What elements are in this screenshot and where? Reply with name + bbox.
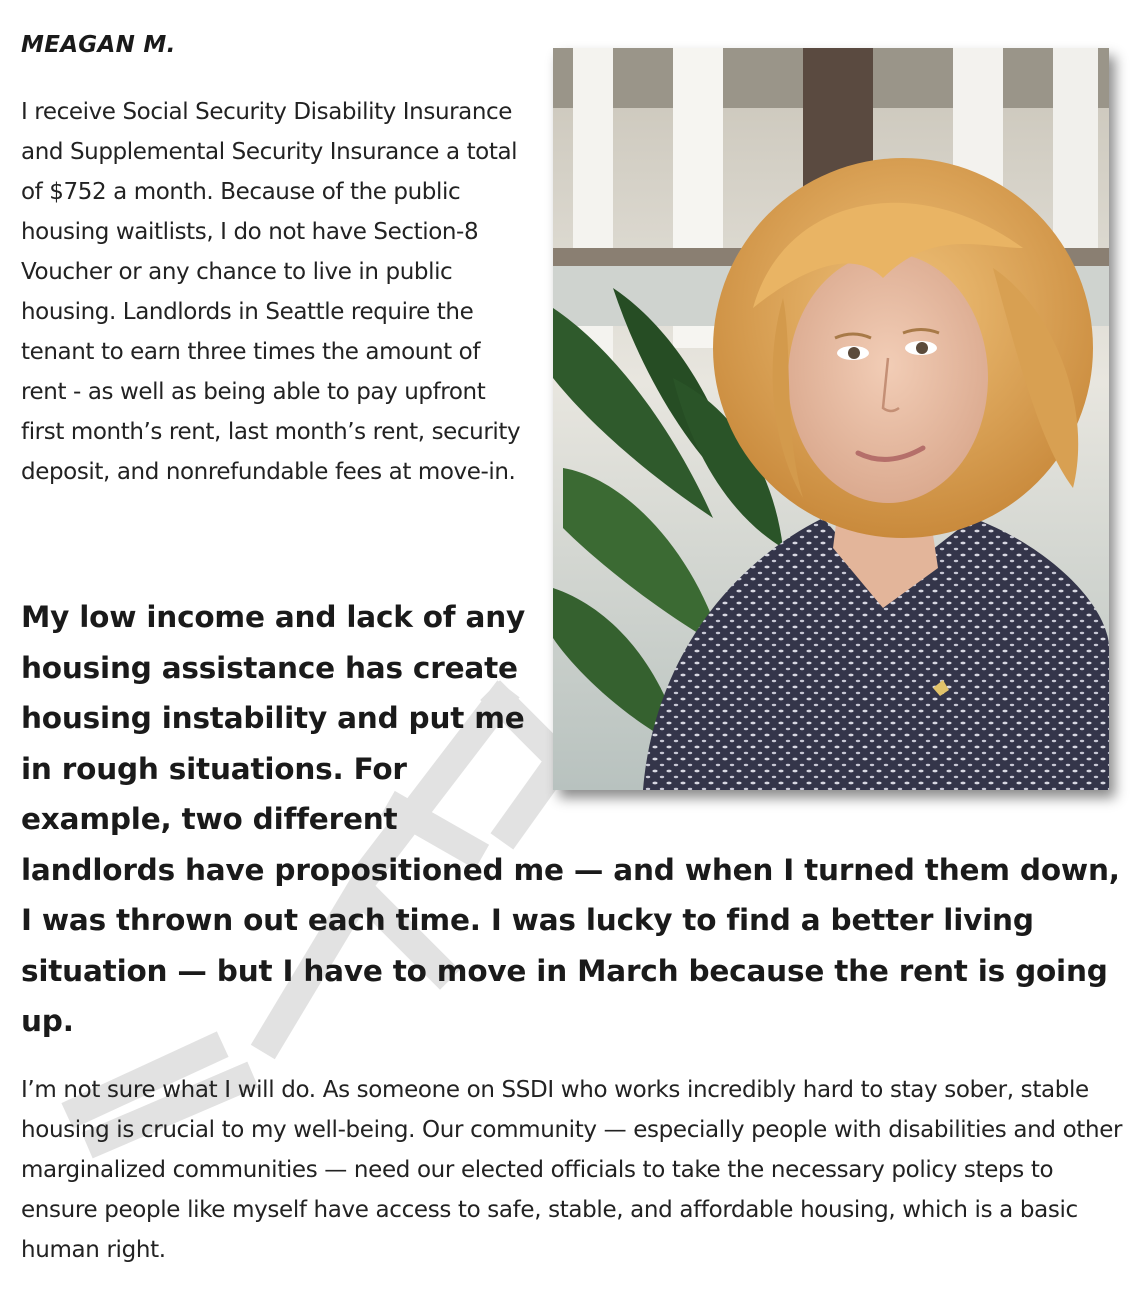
intro-paragraph: I receive Social Security Disability Insurance and Supplemental Security Insurance a total of $752 a month. Because of the public housing waitlists, I do not have Section-8 Voucher or any chance to live in public housing. Landlords in Seattle require the tenant to earn three times the amount of rent - as well as being able to pay upfront first month’s rent, last month’s rent, security deposit, and nonrefundable fees at move-in. <box>21 99 521 485</box>
closing-paragraph: I’m not sure what I will do. As someone on SSDI who works incredibly hard to stay sober, stable housing is crucial to my well-being. Our community — especially people with disabilities and other marginalized communities — need our elected officials to take the necessary policy steps to ensure people like myself have access to safe, stable, and affordable housing, which is a basic human right. <box>21 1077 1123 1263</box>
author-name: MEAGAN M. <box>21 32 176 58</box>
pull-quote: My low income and lack of any housing assistance has create housing instability and put me in rough situations. For example, two different landlords have propositioned me — and when I turned them down, I was thrown out each time. I was lucky to find a better living situation — but I have to move in March because the rent is going up. <box>21 600 1120 1038</box>
